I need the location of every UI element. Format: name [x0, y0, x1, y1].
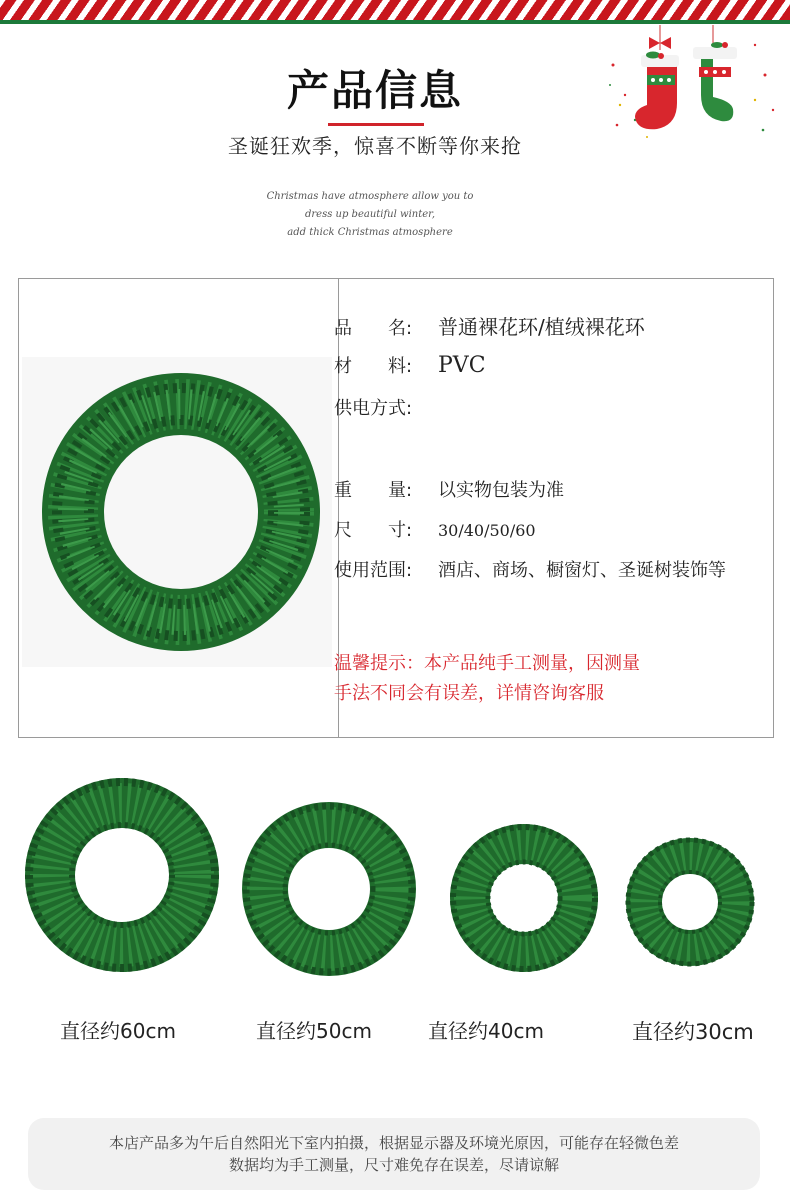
english-tagline-3: add thick Christmas atmosphere — [287, 227, 453, 238]
spec-weight-value: 以实物包装为准 — [438, 480, 564, 501]
measurement-note — [334, 649, 744, 709]
spec-material-row — [334, 352, 486, 378]
spec-name-value: 普通裸花环/植绒裸花环 — [438, 315, 645, 339]
size-label-60cm: 直径约60cm — [60, 1019, 176, 1043]
page-title: 产品信息 — [286, 66, 463, 115]
wreath-30cm-image — [624, 836, 756, 968]
note-line-2: 手法不同会有误差，详情咨询客服 — [334, 683, 604, 704]
spec-power-row — [334, 394, 438, 420]
footer-line-2: 数据均为手工测量，尺寸难免存在误差，尽请谅解 — [228, 1156, 559, 1174]
spec-weight-key: 重 量: — [334, 480, 413, 501]
spec-usage-value: 酒店、商场、橱窗灯、圣诞树装饰等 — [438, 560, 726, 581]
english-tagline-1: Christmas have atmosphere allow you to — [266, 191, 474, 202]
spec-size-row — [334, 516, 536, 542]
footer-line-1: 本店产品多为午后自然阳光下室内拍摄，根据显示器及环境光原因，可能存在轻微色差 — [108, 1134, 679, 1152]
title-underline — [328, 123, 424, 126]
page-subtitle: 圣诞狂欢季，惊喜不断等你来抢 — [228, 134, 522, 158]
spec-size-key: 尺 寸: — [334, 520, 413, 541]
decorative-stripe-bar — [0, 0, 790, 20]
english-tagline-2: dress up beautiful winter, — [304, 209, 435, 220]
spec-usage-row — [334, 550, 754, 592]
wreath-40cm-image — [448, 822, 600, 974]
wreath-50cm-image — [240, 800, 418, 978]
size-label-40cm: 直径约40cm — [428, 1019, 544, 1043]
size-label-50cm: 直径约50cm — [256, 1019, 372, 1043]
spec-weight-row — [334, 476, 564, 502]
size-label-30cm: 直径约30cm — [632, 1020, 754, 1044]
spec-material-value: PVC — [438, 353, 486, 378]
note-line-1: 温馨提示：本产品纯手工测量，因测量 — [334, 653, 640, 674]
footer-disclaimer — [28, 1118, 760, 1190]
spec-name-key: 品 名: — [334, 318, 413, 339]
spec-name-row — [334, 311, 645, 340]
wreath-image — [40, 371, 322, 653]
spec-usage-key: 使用范围: — [334, 560, 413, 581]
spec-material-key: 材 料: — [334, 356, 413, 377]
spec-size-value: 30/40/50/60 — [438, 521, 536, 540]
spec-power-key: 供电方式: — [334, 398, 413, 419]
main-wreath-photo — [22, 357, 332, 667]
wreath-60cm-image — [22, 775, 222, 975]
